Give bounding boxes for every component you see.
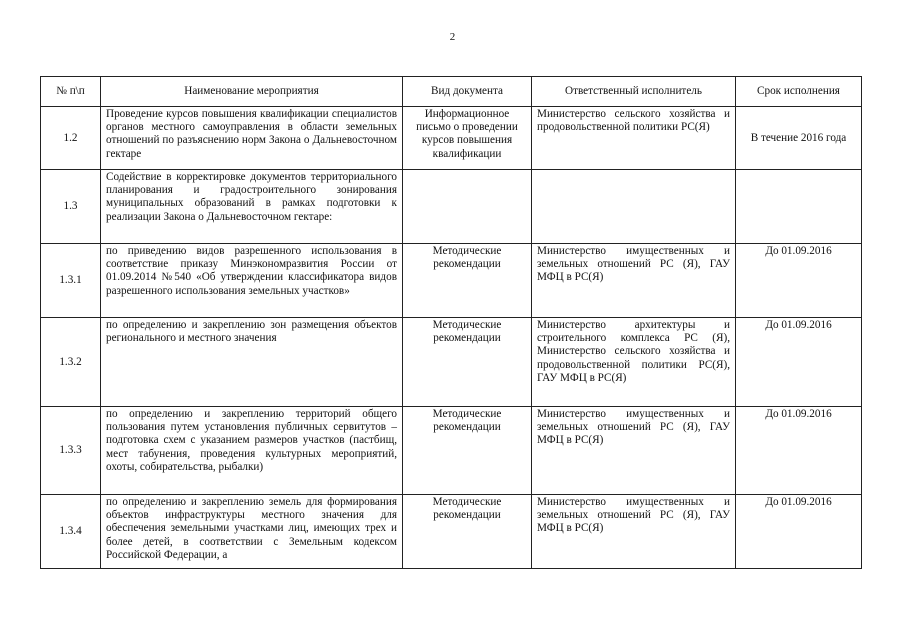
row-responsible: Министерство сельского хозяйства и продовольственной политики РС(Я) [532, 107, 736, 170]
row-doc-type: Методические рекомендации [403, 244, 532, 318]
row-num: 1.2 [41, 107, 101, 170]
row-deadline: До 01.09.2016 [736, 495, 862, 569]
table-row [41, 407, 862, 495]
row-deadline: До 01.09.2016 [736, 318, 862, 407]
row-name: по определению и закреплению территорий общего пользования путем установления публичных сервитутов – подготовка схем с указанием размеров участков (пастбищ, мест табунения, проведения культурных мероприятий, охоты, собирательства, рыбалки) [101, 407, 403, 495]
row-responsible: Министерство имущественных и земельных отношений РС (Я), ГАУ МФЦ в РС(Я) [532, 244, 736, 318]
table-row [41, 107, 862, 170]
row-name: по определению и закреплению земель для формирования объектов инфраструктуры местного значения для обеспечения земельными участками лиц, имеющих трех и более детей, в соответствии с Земельным кодексом Российской Федерации, а [101, 495, 403, 569]
table-row [41, 495, 862, 569]
header-deadline: Срок исполнения [736, 77, 862, 107]
header-num: № п\п [41, 77, 101, 107]
row-doc-type [403, 170, 532, 244]
row-doc-type: Методические рекомендации [403, 318, 532, 407]
row-name: по определению и закреплению зон размещения объектов регионального и местного значения [101, 318, 403, 407]
row-name: Проведение курсов повышения квалификации специалистов органов местного самоуправления в области земельных отношений по разъяснению норм Закона о Дальневосточном гектаре [101, 107, 403, 170]
table-row [41, 170, 862, 244]
row-doc-type: Информационное письмо о проведении курсов повышения квалификации [403, 107, 532, 170]
table-header-row [41, 77, 862, 107]
page-number: 2 [449, 31, 456, 43]
row-name: Содействие в корректировке документов территориального планирования и градостроительного зонирования муниципальных образований в рамках подготовки к реализации Закона о Дальневосточном гектаре: [101, 170, 403, 244]
header-doc-type: Вид документа [403, 77, 532, 107]
row-num: 1.3.1 [41, 244, 101, 318]
row-doc-type: Методические рекомендации [403, 407, 532, 495]
row-deadline [736, 170, 862, 244]
row-deadline: До 01.09.2016 [736, 407, 862, 495]
row-name: по приведению видов разрешенного использования в соответствие приказу Минэкономразвития России от 01.09.2014 №540 «Об утверждении классификатора видов разрешенного использования земельных участков» [101, 244, 403, 318]
table-row [41, 318, 862, 407]
row-responsible [532, 170, 736, 244]
row-responsible: Министерство имущественных и земельных отношений РС (Я), ГАУ МФЦ в РС(Я) [532, 407, 736, 495]
row-responsible: Министерство имущественных и земельных отношений РС (Я), ГАУ МФЦ в РС(Я) [532, 495, 736, 569]
row-deadline: До 01.09.2016 [736, 244, 862, 318]
row-num: 1.3.2 [41, 318, 101, 407]
events-table [40, 76, 862, 569]
table-row [41, 244, 862, 318]
row-responsible: Министерство архитектуры и строительного комплекса РС (Я), Министерство сельского хозяйства и продовольственной политики РС(Я), ГАУ МФЦ в РС(Я) [532, 318, 736, 407]
header-name: Наименование мероприятия [101, 77, 403, 107]
row-doc-type: Методические рекомендации [403, 495, 532, 569]
row-deadline: В течение 2016 года [736, 107, 862, 170]
header-responsible: Ответственный исполнитель [532, 77, 736, 107]
row-num: 1.3.4 [41, 495, 101, 569]
row-num: 1.3.3 [41, 407, 101, 495]
row-num: 1.3 [41, 170, 101, 244]
